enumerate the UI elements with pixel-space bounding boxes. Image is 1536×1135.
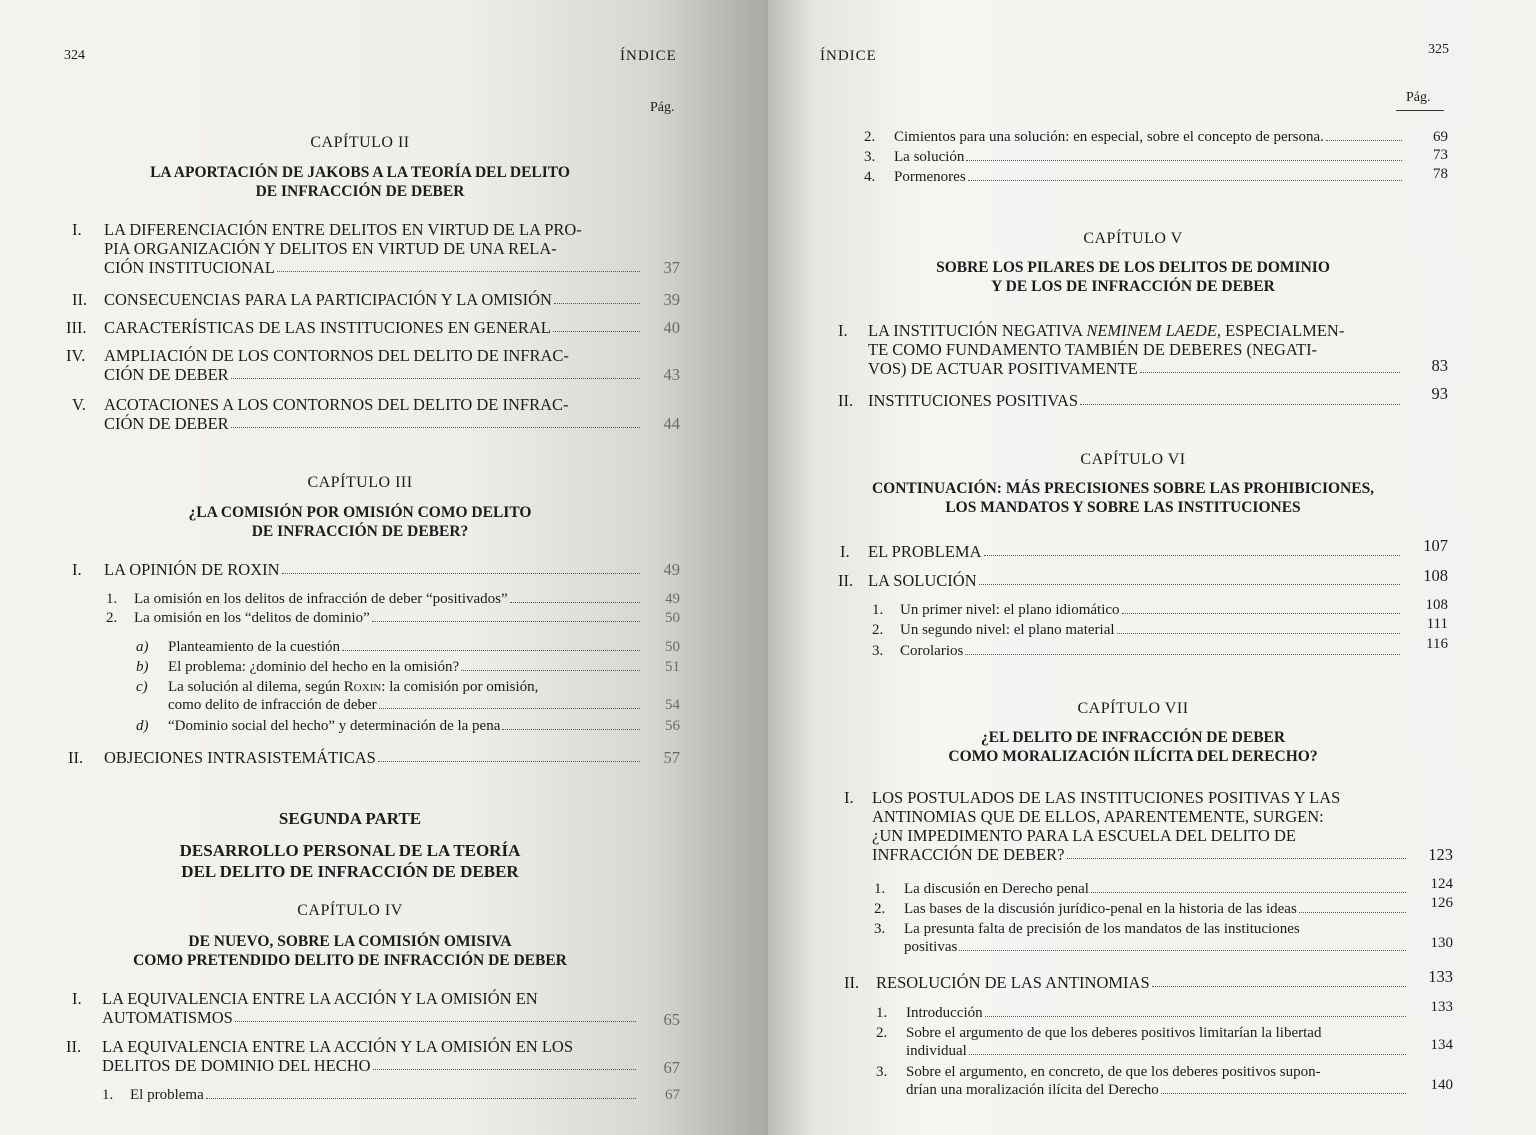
toc-page: 124 <box>1430 876 1453 892</box>
chapter-heading: CAPÍTULO VI <box>1080 451 1186 468</box>
chapter-title: LA APORTACIÓN DE JAKOBS A LA TEORÍA DEL DELITO DE INFRACCIÓN DE DEBER <box>150 164 570 200</box>
toc-page: 78 <box>1433 166 1448 182</box>
toc-entry: I. LA OPINIÓN DE ROXIN <box>72 560 642 579</box>
toc-page: 116 <box>1426 636 1448 652</box>
toc-page: 37 <box>663 258 680 277</box>
toc-page: 69 <box>1433 129 1448 145</box>
toc-subentry: 1. Un primer nivel: el plano idiomático <box>872 601 1402 619</box>
pag-label-left: Pág. <box>650 100 675 115</box>
toc-subentry: 2. Un segundo nivel: el plano material <box>872 621 1402 639</box>
toc-entry: I. LA INSTITUCIÓN NEGATIVA NEMINEM LAEDE, ESPECIALMEN- TE COMO FUNDAMENTO TAMBIÉN DE DEBERES (NEGATI- VOS) DE ACTUAR POSITIVAMENTE <box>838 321 1402 378</box>
toc-entry: III. CARACTERÍSTICAS DE LAS INSTITUCIONES EN GENERAL <box>66 318 642 337</box>
page-number-left: 324 <box>64 48 85 63</box>
toc-page: 39 <box>663 290 680 309</box>
toc-entry: II. INSTITUCIONES POSITIVAS <box>838 391 1402 410</box>
toc-page: 134 <box>1430 1037 1453 1053</box>
toc-subentry: 1. La discusión en Derecho penal <box>874 880 1408 898</box>
toc-subentry: 1. Introducción <box>876 1004 1408 1022</box>
chapter-heading: CAPÍTULO II <box>310 134 410 151</box>
toc-page: 50 <box>665 639 680 655</box>
chapter-title: ¿LA COMISIÓN POR OMISIÓN COMO DELITO DE INFRACCIÓN DE DEBER? <box>188 504 532 540</box>
toc-page: 40 <box>663 318 680 337</box>
running-head-left: ÍNDICE <box>620 48 677 64</box>
toc-subentry: 3. La solución <box>864 148 1404 166</box>
toc-entry: II. LA SOLUCIÓN <box>838 571 1402 590</box>
toc-page: 50 <box>665 610 680 626</box>
toc-page: 67 <box>665 1087 680 1103</box>
page-number-right: 325 <box>1428 42 1449 57</box>
toc-page: 133 <box>1430 999 1453 1015</box>
toc-page: 140 <box>1430 1077 1453 1093</box>
toc-entry: I. EL PROBLEMA <box>840 542 1402 561</box>
chapter-heading: CAPÍTULO VII <box>1077 700 1189 717</box>
toc-entry: II. LA EQUIVALENCIA ENTRE LA ACCIÓN Y LA OMISIÓN EN LOS DELITOS DE DOMINIO DEL HECHO <box>66 1037 638 1075</box>
toc-page: 57 <box>663 748 680 767</box>
toc-subentry: b) El problema: ¿dominio del hecho en la omisión? <box>136 658 642 676</box>
toc-page: 123 <box>1428 845 1453 864</box>
toc-page: 130 <box>1430 935 1453 951</box>
toc-subentry: 3. Corolarios <box>872 642 1402 660</box>
toc-subentry: 1. El problema <box>102 1086 638 1104</box>
toc-page: 65 <box>663 1010 680 1029</box>
part-title: DESARROLLO PERSONAL DE LA TEORÍA DEL DELITO DE INFRACCIÓN DE DEBER <box>179 841 521 881</box>
pag-rule <box>1396 110 1444 111</box>
toc-page: 108 <box>1425 597 1448 613</box>
toc-page: 83 <box>1431 356 1448 375</box>
pag-label-right: Pág. <box>1406 90 1431 105</box>
toc-page: 67 <box>663 1058 680 1077</box>
toc-page: 49 <box>663 560 680 579</box>
toc-subentry: d) “Dominio social del hecho” y determinación de la pena <box>136 717 642 735</box>
toc-page: 108 <box>1423 566 1448 585</box>
toc-subentry: 2. Las bases de la discusión jurídico-penal en la historia de las ideas <box>874 900 1408 918</box>
toc-subentry: a) Planteamiento de la cuestión <box>136 638 642 656</box>
toc-page: 51 <box>665 659 680 675</box>
toc-subentry: 1. La omisión en los delitos de infracción de deber “positivados” <box>106 590 642 608</box>
toc-page: 93 <box>1431 384 1448 403</box>
toc-entry: I. LA EQUIVALENCIA ENTRE LA ACCIÓN Y LA OMISIÓN EN AUTOMATISMOS <box>72 989 638 1027</box>
toc-subentry: 2. Cimientos para una solución: en especial, sobre el concepto de persona. <box>864 128 1404 146</box>
toc-page: 49 <box>665 591 680 607</box>
chapter-heading: CAPÍTULO IV <box>297 902 403 919</box>
toc-page: 54 <box>665 697 680 713</box>
chapter-heading: CAPÍTULO V <box>1083 230 1183 247</box>
toc-entry: II. OBJECIONES INTRASISTEMÁTICAS <box>68 748 642 767</box>
toc-entry: V. ACOTACIONES A LOS CONTORNOS DEL DELITO DE INFRAC- CIÓN DE DEBER <box>72 395 642 433</box>
toc-subentry: 4. Pormenores <box>864 168 1404 186</box>
chapter-title: DE NUEVO, SOBRE LA COMISIÓN OMISIVA COMO PRETENDIDO DELITO DE INFRACCIÓN DE DEBER <box>133 933 567 969</box>
toc-subentry: 3. Sobre el argumento, en concreto, de que los deberes positivos supon- drían una moralización ilícita del Derecho <box>876 1063 1408 1099</box>
chapter-heading: CAPÍTULO III <box>307 474 413 491</box>
toc-entry: II. RESOLUCIÓN DE LAS ANTINOMIAS <box>844 973 1408 992</box>
toc-entry: II. CONSECUENCIAS PARA LA PARTICIPACIÓN Y LA OMISIÓN <box>72 290 642 309</box>
part-heading: SEGUNDA PARTE <box>278 809 422 828</box>
toc-entry: I. LOS POSTULADOS DE LAS INSTITUCIONES POSITIVAS Y LAS ANTINOMIAS QUE DE ELLOS, APARENTEMENTE, SURGEN: ¿UN IMPEDIMENTO PARA LA ESCUELA DEL DELITO DE INFRACCIÓN DE DEBER? <box>844 788 1408 864</box>
toc-page: 44 <box>663 414 680 433</box>
chapter-title: ¿EL DELITO DE INFRACCIÓN DE DEBER COMO MORALIZACIÓN ILÍCITA DEL DERECHO? <box>948 729 1318 765</box>
toc-subentry: c) La solución al dilema, según Roxin: la comisión por omisión, como delito de infracción de deber <box>136 678 642 714</box>
toc-entry: IV. AMPLIACIÓN DE LOS CONTORNOS DEL DELITO DE INFRAC- CIÓN DE DEBER <box>66 346 642 384</box>
toc-subentry: 2. Sobre el argumento de que los deberes positivos limitarían la libertad individual <box>876 1024 1408 1060</box>
toc-page: 107 <box>1423 536 1448 555</box>
toc-page: 56 <box>665 718 680 734</box>
right-page <box>768 0 1536 1135</box>
toc-subentry: 2. La omisión en los “delitos de dominio” <box>106 609 642 627</box>
toc-page: 111 <box>1426 616 1448 632</box>
toc-page: 133 <box>1428 967 1453 986</box>
toc-subentry: 3. La presunta falta de precisión de los mandatos de las instituciones positivas <box>874 920 1408 956</box>
toc-entry: I. LA DIFERENCIACIÓN ENTRE DELITOS EN VIRTUD DE LA PRO- PIA ORGANIZACIÓN Y DELITOS EN VIRTUD DE UNA RELA- CIÓN INSTITUCIONAL <box>72 220 642 277</box>
chapter-title: SOBRE LOS PILARES DE LOS DELITOS DE DOMINIO Y DE LOS DE INFRACCIÓN DE DEBER <box>936 259 1330 295</box>
toc-page: 73 <box>1433 147 1448 163</box>
running-head-right: ÍNDICE <box>820 48 877 64</box>
chapter-title: CONTINUACIÓN: MÁS PRECISIONES SOBRE LAS PROHIBICIONES, LOS MANDATOS Y SOBRE LAS INSTITUCIONES <box>871 480 1375 516</box>
toc-page: 43 <box>663 365 680 384</box>
toc-page: 126 <box>1430 895 1453 911</box>
